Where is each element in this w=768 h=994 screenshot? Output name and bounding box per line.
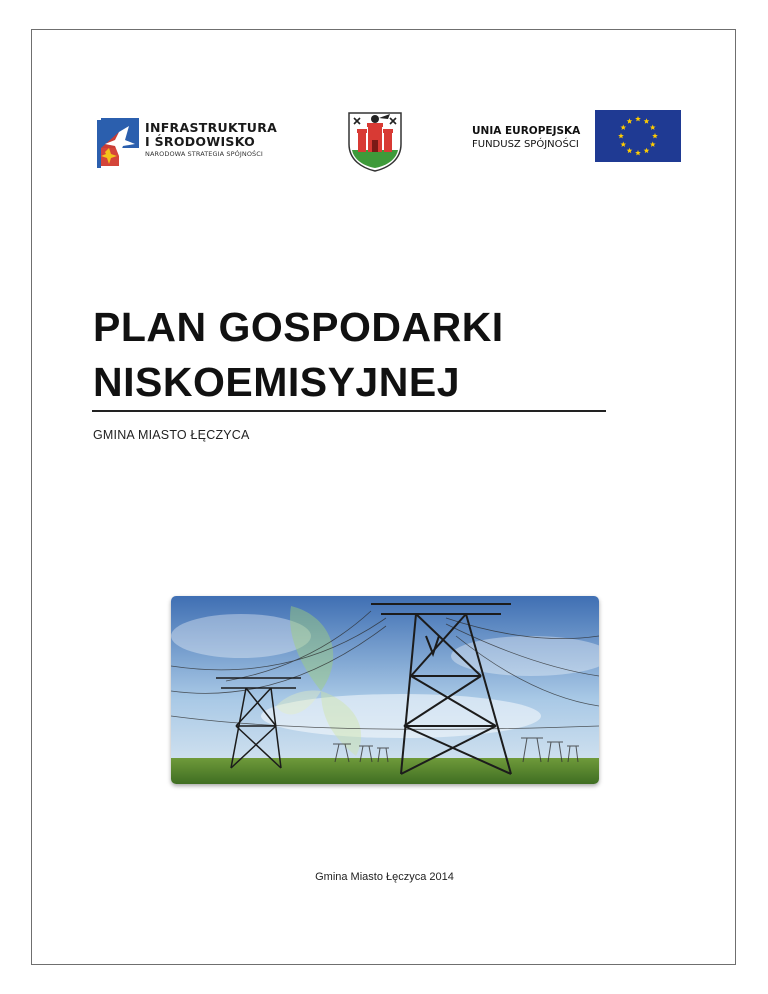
logo-line-strategia: NARODOWA STRATEGIA SPÓJNOŚCI bbox=[145, 150, 263, 158]
power-pylon-image bbox=[171, 596, 599, 784]
title-line-1: PLAN GOSPODARKI bbox=[93, 304, 504, 350]
eu-line-unia: UNIA EUROPEJSKA bbox=[472, 125, 581, 137]
eu-line-fundusz: FUNDUSZ SPÓJNOŚCI bbox=[472, 139, 579, 150]
document-subtitle: GMINA MIASTO ŁĘCZYCA bbox=[93, 428, 250, 442]
document-page bbox=[31, 29, 736, 965]
logo-line-infrastruktura: INFRASTRUKTURA bbox=[145, 120, 278, 135]
title-line-2: NISKOEMISYJNEJ bbox=[93, 359, 460, 405]
eu-logo-text bbox=[472, 124, 580, 151]
title-divider bbox=[92, 410, 606, 412]
power-lines-photo bbox=[171, 596, 599, 784]
infrastructure-emblem-icon bbox=[95, 112, 141, 172]
document-footer: Gmina Miasto Łęczyca 2014 bbox=[315, 871, 454, 883]
eu-flag-icon bbox=[595, 110, 681, 162]
city-coat-of-arms-icon bbox=[346, 110, 404, 172]
infrastructure-logo bbox=[95, 112, 285, 172]
document-title bbox=[93, 300, 504, 410]
logo-line-srodowisko: I ŚRODOWISKO bbox=[145, 134, 256, 149]
